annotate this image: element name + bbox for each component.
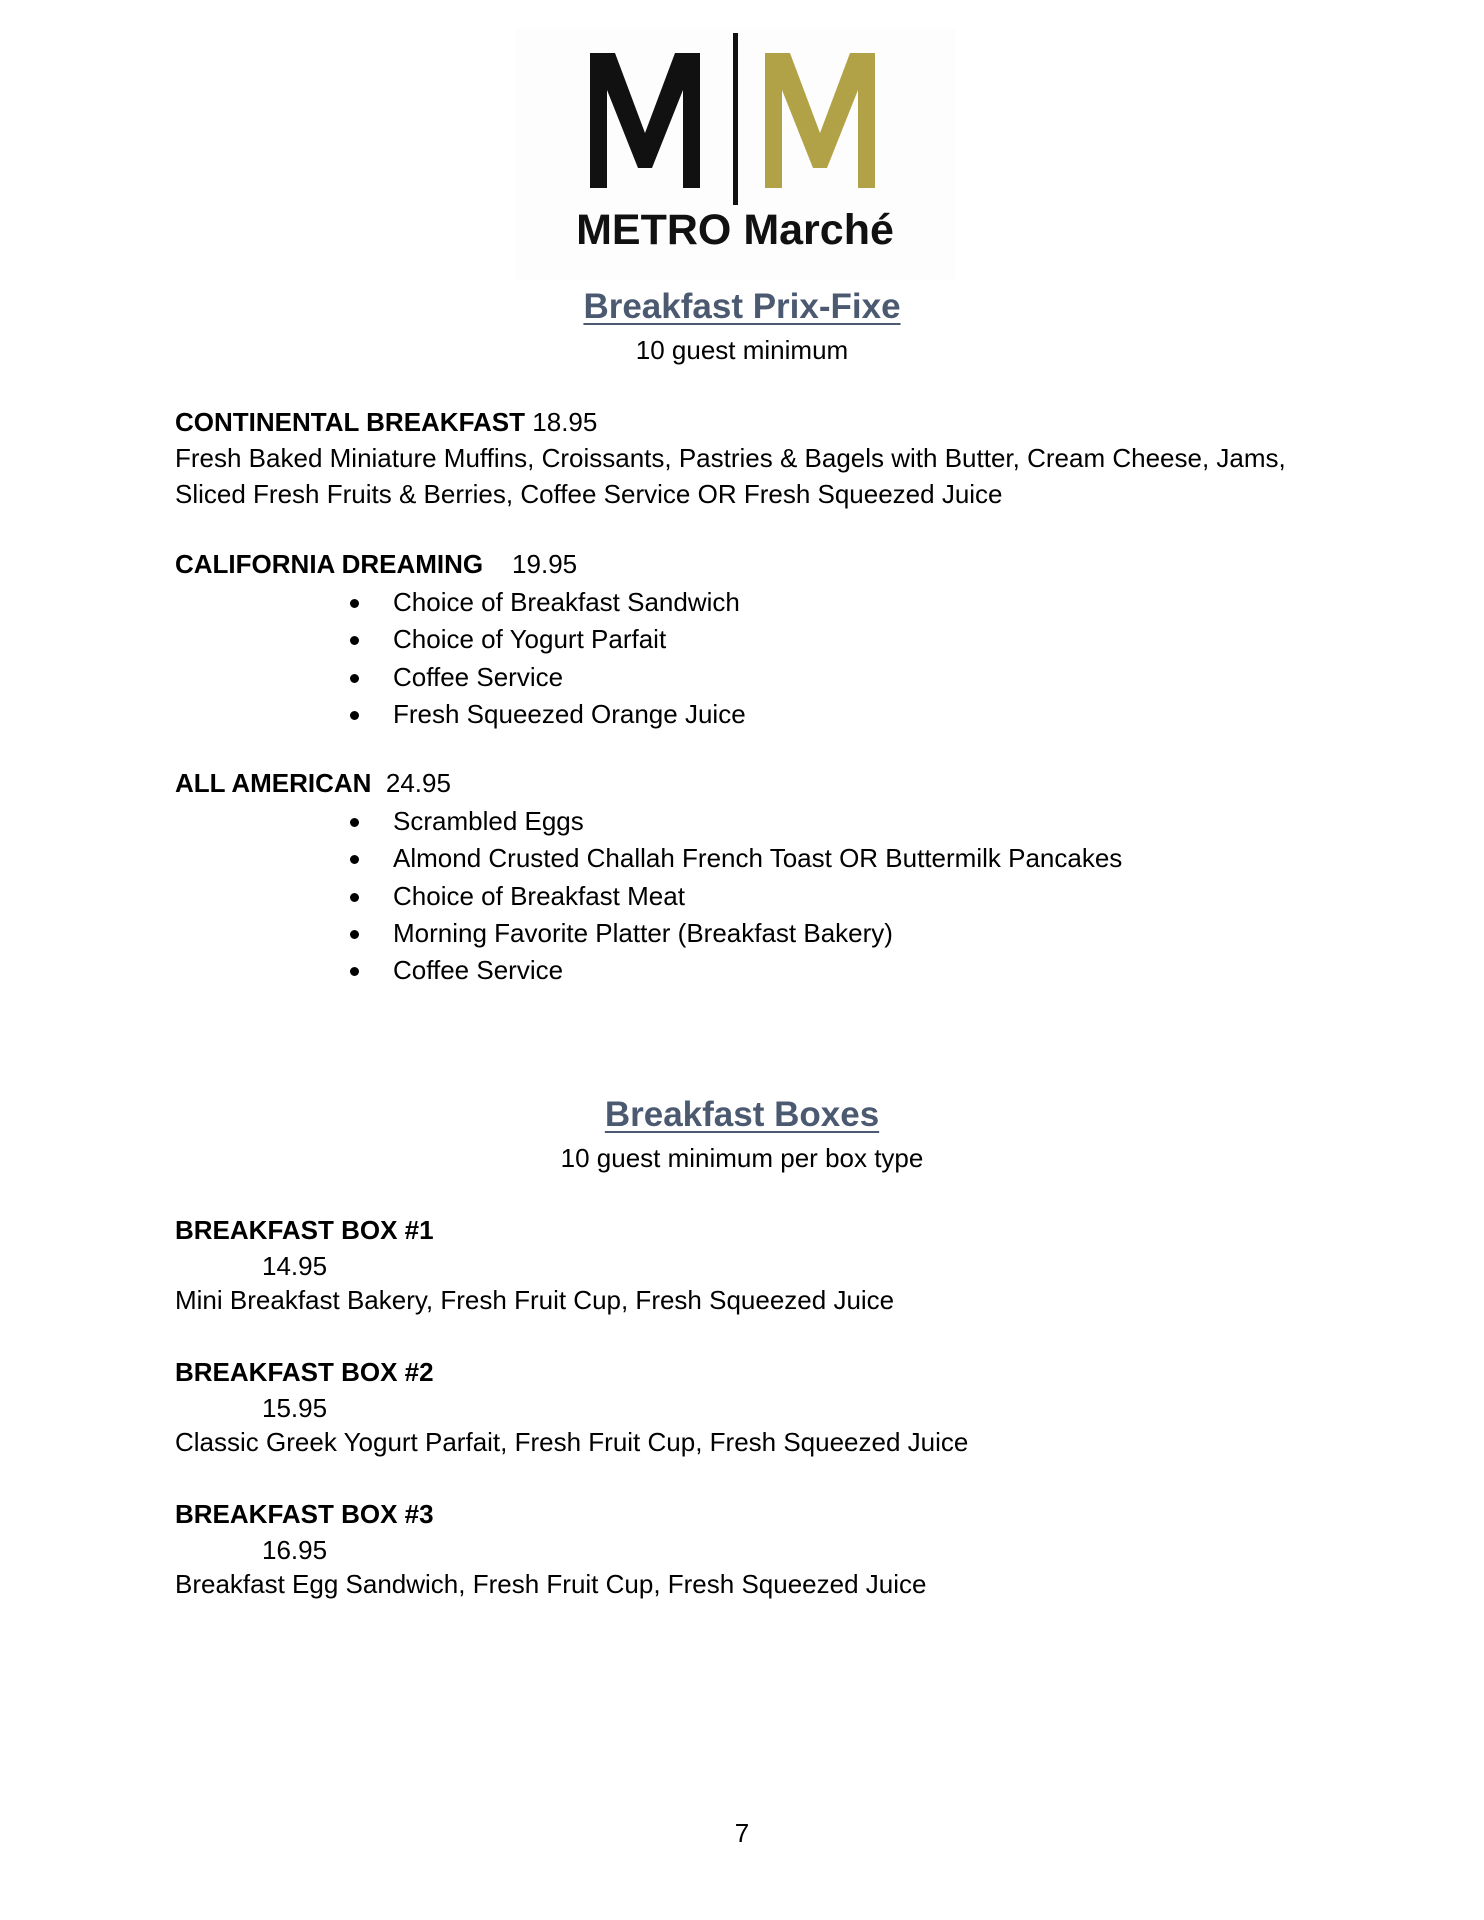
california-heading [175,549,577,580]
california-name: CALIFORNIA DREAMING [175,549,484,579]
page-number: 7 [734,1818,750,1848]
california-items [350,584,746,733]
box1-price: 14.95 [262,1251,328,1281]
continental-description: Fresh Baked Miniature Muffins, Croissants, Pastries & Bagels with Butter, Cream Cheese, Jams, Sliced Fresh Fruits & Berries, Coffee Service OR Fresh Squeezed Juice [175,443,1286,509]
list-item: Morning Favorite Platter (Breakfast Bakery) [350,915,1122,952]
box3-price: 16.95 [262,1535,328,1565]
bullet-icon [350,711,359,720]
boxes-title: Breakfast Boxes [604,1095,880,1134]
mm-monogram-icon [515,28,955,208]
box3-name: BREAKFAST BOX #3 [175,1499,434,1529]
continental-heading [175,407,597,438]
bullet-icon [350,893,359,902]
bullet-icon [350,636,359,645]
list-item: Coffee Service [350,659,746,696]
continental-price: 18.95 [532,407,598,437]
box1-heading [175,1215,434,1246]
list-item: Coffee Service [350,952,1122,989]
list-item: Fresh Squeezed Orange Juice [350,696,746,733]
bullet-icon [350,855,359,864]
box2-price: 15.95 [262,1393,328,1423]
bullet-icon [350,967,359,976]
box3-heading [175,1499,434,1530]
american-items [350,803,1122,989]
box3-description: Breakfast Egg Sandwich, Fresh Fruit Cup, Fresh Squeezed Juice [175,1569,927,1599]
prix-fixe-title: Breakfast Prix-Fixe [583,287,901,326]
list-item: Choice of Yogurt Parfait [350,621,746,658]
box1-name: BREAKFAST BOX #1 [175,1215,434,1245]
box1-description: Mini Breakfast Bakery, Fresh Fruit Cup, Fresh Squeezed Juice [175,1285,895,1315]
list-item: Scrambled Eggs [350,803,1122,840]
logo-wordmark: METRO Marché [576,206,894,254]
american-price: 24.95 [385,768,451,798]
metro-marche-logo [515,28,955,280]
list-item: Choice of Breakfast Sandwich [350,584,746,621]
bullet-icon [350,930,359,939]
box2-heading [175,1357,434,1388]
boxes-subtitle: 10 guest minimum per box type [560,1143,924,1173]
bullet-icon [350,674,359,683]
american-name: ALL AMERICAN [175,768,372,798]
bullet-icon [350,818,359,827]
list-item: Almond Crusted Challah French Toast OR Buttermilk Pancakes [350,840,1122,877]
bullet-icon [350,599,359,608]
american-heading [175,768,451,799]
prix-fixe-subtitle: 10 guest minimum [635,335,849,365]
box2-description: Classic Greek Yogurt Parfait, Fresh Fruit Cup, Fresh Squeezed Juice [175,1427,969,1457]
california-price: 19.95 [512,549,578,579]
list-item: Choice of Breakfast Meat [350,878,1122,915]
continental-name: CONTINENTAL BREAKFAST [175,407,526,437]
box2-name: BREAKFAST BOX #2 [175,1357,434,1387]
